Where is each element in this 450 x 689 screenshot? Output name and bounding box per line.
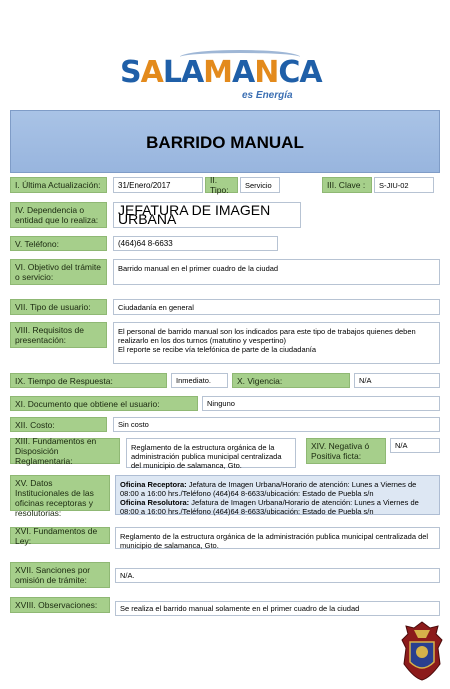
logo-letter: A	[140, 55, 163, 90]
requirements-line: El personal de barrido manual son los indicados para este tipo de trabajos quienes deben realizarlo en los dos turnos (matutino y vespertino)	[118, 327, 416, 345]
value-offices	[115, 475, 440, 515]
salamanca-logo	[120, 50, 320, 110]
title-banner	[10, 110, 440, 173]
logo-tagline: es Energía	[242, 90, 293, 101]
value-sanctions: N/A.	[115, 568, 440, 583]
value-legal-basis: Reglamento de la estructura orgánica de la administración publica municipal centralizada del municipio de salamanca, Gto.	[115, 527, 440, 549]
requirements-line: El reporte se recibe vía telefónica de parte de la ciudadanía	[118, 345, 317, 354]
logo-letter: LA	[162, 55, 204, 90]
label-key: III. Clave :	[322, 177, 372, 193]
label-sanctions: XVII. Sanciones por omisión de trámite:	[10, 562, 110, 588]
value-type: Servicio	[240, 177, 280, 193]
label-cost: XII. Costo:	[10, 417, 107, 432]
label-objective: VI. Objetivo del trámite o servicio:	[10, 259, 107, 285]
label-requirements: VIII. Requisitos de presentación:	[10, 322, 107, 348]
label-response-time: IX. Tiempo de Respuesta:	[10, 373, 167, 388]
label-legal-basis: XVI. Fundamentos de Ley:	[10, 527, 110, 544]
office-receptora	[120, 480, 435, 498]
value-observations: Se realiza el barrido manual solamente en el primer cuadro de la ciudad	[115, 601, 440, 616]
value-validity: N/A	[354, 373, 440, 388]
value-phone: (464)64 8-6633	[113, 236, 278, 251]
value-ficta: N/A	[390, 438, 440, 453]
logo-wordmark	[120, 54, 322, 92]
label-offices: XV. Datos Institucionales de las oficinas receptoras y resolutorias:	[10, 475, 110, 511]
label-document: XI. Documento que obtiene el usuario:	[10, 396, 198, 411]
label-phone: V. Teléfono:	[10, 236, 107, 251]
value-document: Ninguno	[202, 396, 440, 411]
label-validity: X. Vigencia:	[232, 373, 350, 388]
label-type: II. Tipo:	[205, 177, 238, 193]
value-requirements	[113, 322, 440, 364]
value-agency: JEFATURA DE IMAGEN URBANA	[113, 202, 301, 228]
value-cost: Sin costo	[113, 417, 440, 432]
logo-letter: CA	[278, 55, 322, 90]
value-response-time: Inmediato.	[171, 373, 228, 388]
logo-letter: M	[203, 55, 233, 90]
label-observations: XVIII. Observaciones:	[10, 597, 110, 613]
label-agency: IV. Dependencia o entidad que lo realiza:	[10, 202, 107, 228]
label-regulatory-basis: XIII. Fundamentos en Disposición Reglamentaria:	[10, 438, 120, 464]
logo-letter: A	[232, 55, 255, 90]
value-key: S-JIU-02	[374, 177, 434, 193]
coat-of-arms-icon	[400, 620, 444, 682]
office-resolutora-text: Jefatura de Imagen Urbana/Horario de atención: Lunes a Viernes de 08:00 a 16:00 hrs./Teléfono (464)64 8-6633/ubicación: Estado de Puebla s/n	[120, 498, 419, 516]
value-regulatory-basis: Reglamento de la estructura orgánica de la administración publica municipal centralizada del municipio de salamanca, Gto.	[126, 438, 296, 468]
label-user-type: VII. Tipo de usuario:	[10, 299, 107, 315]
label-last-update: I. Última Actualización:	[10, 177, 107, 193]
value-user-type: Ciudadanía en general	[113, 299, 440, 315]
office-receptora-title: Oficina Receptora:	[120, 480, 187, 489]
logo-letter: S	[120, 55, 141, 90]
page-title: BARRIDO MANUAL	[146, 133, 304, 152]
office-resolutora	[120, 498, 435, 516]
office-receptora-text: Jefatura de Imagen Urbana/Horario de atención: Lunes a Viernes de 08:00 a 16:00 hrs./Teléfono (464)64 8-6633/ubicación: Estado de Puebla s/n	[120, 480, 417, 498]
value-last-update: 31/Enero/2017	[113, 177, 203, 193]
label-ficta: XIV. Negativa ó Positiva ficta:	[306, 438, 386, 464]
logo-letter: N	[254, 55, 279, 90]
value-objective: Barrido manual en el primer cuadro de la ciudad	[113, 259, 440, 285]
office-resolutora-title: Oficina Resolutora:	[120, 498, 190, 507]
